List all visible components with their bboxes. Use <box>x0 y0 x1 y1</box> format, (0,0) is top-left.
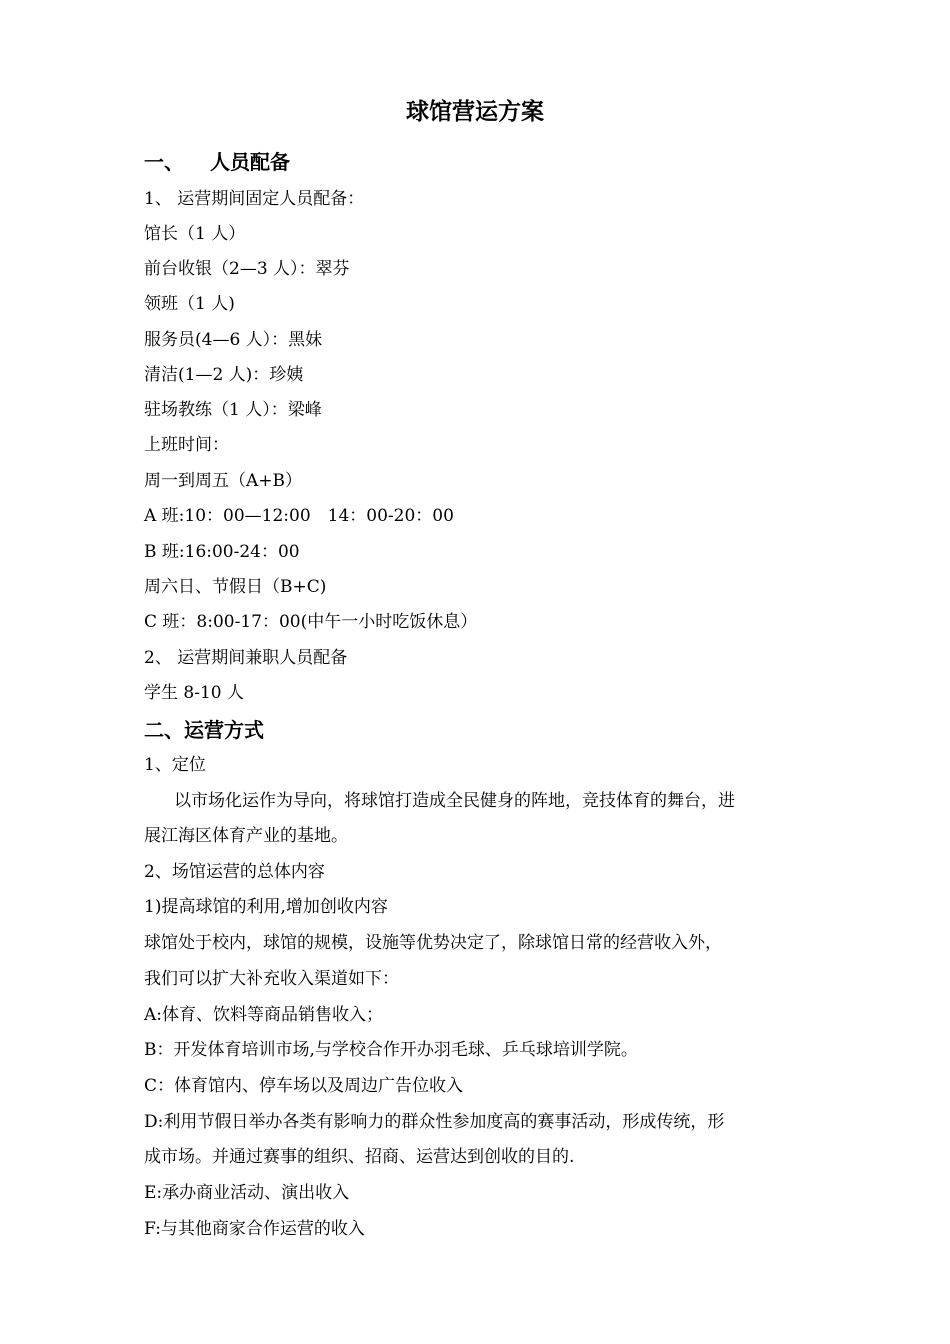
text-line: 1)提高球馆的利用,增加创收内容 <box>144 897 388 917</box>
text-line: 1、定位 <box>144 755 206 775</box>
section-heading-text: 人员配备 <box>210 150 290 174</box>
section-heading-operation: 二、运营方式 <box>144 718 264 742</box>
section-heading-staffing <box>144 147 290 177</box>
list-item: E:承办商业活动、演出收入 <box>144 1183 350 1203</box>
list-item: B：开发体育培训市场,与学校合作开办羽毛球、乒乓球培训学院。 <box>144 1040 638 1060</box>
text-line: 2、场馆运营的总体内容 <box>144 862 325 882</box>
list-item-continued: 成市场。并通过赛事的组织、招商、运营达到创收的目的. <box>144 1147 575 1167</box>
paragraph-line: 以市场化运作为导向，将球馆打造成全民健身的阵地，竞技体育的舞台，进 <box>174 791 735 811</box>
text-line: 服务员(4—6 人）：黑妹 <box>144 330 323 350</box>
list-item: C：体育馆内、停车场以及周边广告位收入 <box>144 1076 464 1096</box>
text-line: 学生 8-10 人 <box>144 683 244 703</box>
list-item: F:与其他商家合作运营的收入 <box>144 1219 365 1239</box>
paragraph-line: 我们可以扩大补充收入渠道如下： <box>144 969 399 989</box>
text-line: 周六日、节假日（B+C) <box>144 577 327 597</box>
text-line: 2、 运营期间兼职人员配备 <box>144 648 348 668</box>
paragraph-line: 展江海区体育产业的基地。 <box>144 826 348 846</box>
paragraph-line: 球馆处于校内，球馆的规模，设施等优势决定了，除球馆日常的经营收入外， <box>144 933 722 953</box>
list-item: A:体育、饮料等商品销售收入； <box>144 1005 384 1025</box>
section-number: 一、 <box>144 150 184 174</box>
text-line: 周一到周五（A+B） <box>144 471 303 491</box>
text-line: 前台收银（2—3 人）：翠芬 <box>144 259 350 279</box>
text-line: 领班（1 人) <box>144 294 235 314</box>
text-line: 1、 运营期间固定人员配备： <box>144 189 365 209</box>
text-line: 馆长（1 人） <box>144 224 246 244</box>
text-line: A 班:10：00—12:00 14：00-20：00 <box>144 506 454 526</box>
text-line: B 班:16:00-24：00 <box>144 542 300 562</box>
document-title: 球馆营运方案 <box>406 98 544 125</box>
list-item: D:利用节假日举办各类有影响力的群众性参加度高的赛事活动，形成传统，形 <box>144 1112 725 1132</box>
text-line: 驻场教练（1 人）：梁峰 <box>144 400 322 420</box>
text-line: C 班：8:00-17：00(中午一小时吃饭休息） <box>144 612 478 632</box>
text-line: 清洁(1—2 人)：珍姨 <box>144 365 304 385</box>
text-line: 上班时间： <box>144 435 229 455</box>
